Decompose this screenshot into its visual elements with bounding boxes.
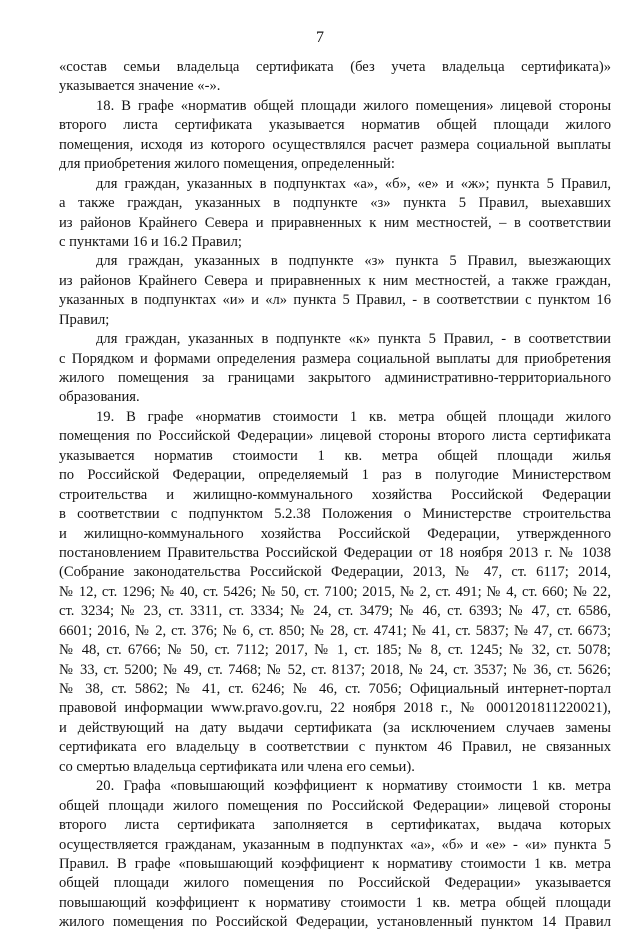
text-line: общей площади жилого помещения по Российской Федерации» лицевой стороны [59,797,611,814]
text-line: с пунктами 16 и 16.2 Правил; [59,233,242,250]
text-line: второго листа сертификата указывается норматив общей площади жилого [59,117,611,134]
text-line: для приобретения жилого помещения, определенный: [59,156,395,173]
text-line: Правил. В графе «повышающий коэффициент к нормативу стоимости 1 кв. метра [59,855,611,872]
text-line: с Порядком и формами определения размера социальной выплаты для приобретения [59,350,611,367]
text-line: постановлением Правительства Российской Федерации от 18 ноября 2013 г. № 1038 [59,544,611,561]
text-line: указывается норматив стоимости 1 кв. метра общей площади жилья [59,447,611,464]
text-line: указанных в подпунктах «и» и «л» пункта 5 Правил, - в соответствии с пунктом 16 [59,292,611,309]
text-line: 18. В графе «норматив общей площади жилого помещения» лицевой стороны [96,97,611,114]
text-line: № 33, ст. 5200; № 49, ст. 7468; № 52, ст. 8137; 2018, № 24, ст. 3537; № 36, ст. 5626; [59,661,611,678]
text-line: 6601; 2016, № 2, ст. 376; № 6, ст. 850; № 28, ст. 4741; № 41, ст. 5837; № 47, ст. 6673; [59,622,611,639]
text-line: в соответствии с подпунктом 5.2.38 Положения о Министерстве строительства [59,506,611,523]
text-line: жилого помещения по Российской Федерации, установленный пунктом 14 Правил [59,914,611,931]
text-line: и жилищно-коммунального хозяйства Российской Федерации, утвержденного [59,525,611,542]
text-line: указывается значение «-». [59,78,221,95]
text-line: образования. [59,389,140,406]
text-line: и действующий на дату выдачи сертификата (за исключением случаев замены [59,719,611,736]
text-line: повышающий коэффициент к нормативу стоимости 1 кв. метра общей площади [59,894,611,911]
text-line: со смертью владельца сертификата или члена его семьи). [59,758,415,775]
text-line: для граждан, указанных в подпункте «з» пункта 5 Правил, выезжающих [96,253,611,270]
text-line: № 12, ст. 1296; № 40, ст. 5426; № 50, ст. 7100; 2015, № 2, ст. 491; № 4, ст. 660; № 22, [59,583,611,600]
text-line: 20. Графа «повышающий коэффициент к нормативу стоимости 1 кв. метра [96,778,611,795]
text-line: жилого помещения за границами закрытого административно-территориального [59,370,611,386]
text-line: № 48, ст. 6766; № 50, ст. 7112; 2017, № 1, ст. 185; № 8, ст. 1245; № 32, ст. 5078; [59,642,611,659]
text-line: для граждан, указанных в подпункте «к» пункта 5 Правил, - в соответствии [96,331,611,348]
text-line: для граждан, указанных в подпунктах «а», «б», «е» и «ж»; пункта 5 Правил, [96,175,611,192]
text-line: второго листа сертификата заполняется в сертификатах, выдача которых [59,817,611,834]
text-line: из районов Крайнего Севера и приравненных к ним местностей, – в соответствии [59,214,611,231]
text-line: ст. 3234; № 23, ст. 3311, ст. 3334; № 24, ст. 3479; № 46, ст. 6393; № 47, ст. 6586, [59,603,611,620]
text-line: Правил; [59,311,110,328]
text-line: «состав семьи владельца сертификата (без учета владельца сертификата)» [59,59,611,75]
text-line: сертификата его владельцу в соответствии с пунктом 46 Правил, не связанных [59,739,611,756]
text-line: помещения, исходя из которого осуществлялся расчет размера социальной выплаты [59,136,611,153]
page-number: 7 [316,29,324,46]
text-line: № 38, ст. 5862; № 41, ст. 6246; № 46, ст. 7056; Официальный интернет-портал [59,681,611,697]
text-line: осуществляется гражданам, указанным в подпунктах «а», «б» и «е» - «и» пункта 5 [59,836,611,853]
text-line: по Российской Федерации, определяемый 1 раз в полугодие Министерством [59,467,611,484]
text-line: из районов Крайнего Севера и приравненных к ним местностей, а также граждан, [59,272,611,289]
text-line: (Собрание законодательства Российской Федерации, 2013, № 47, ст. 6117; 2014, [59,564,611,581]
text-line: общей площади жилого помещения по Российской Федерации» указывается [59,875,611,892]
text-line: строительства и жилищно-коммунального хозяйства Российской Федерации [59,486,611,503]
text-line: 19. В графе «норматив стоимости 1 кв. метра общей площади жилого [96,408,611,425]
document-body [59,58,611,933]
text-line: правовой информации www.pravo.gov.ru, 22 ноября 2018 г., № 0001201811220021), [59,700,611,717]
text-line: помещения по Российской Федерации» лицевой стороны второго листа сертификата [59,428,611,445]
text-line: а также граждан, указанных в подпункте «з» пункта 5 Правил, выехавших [59,195,611,212]
